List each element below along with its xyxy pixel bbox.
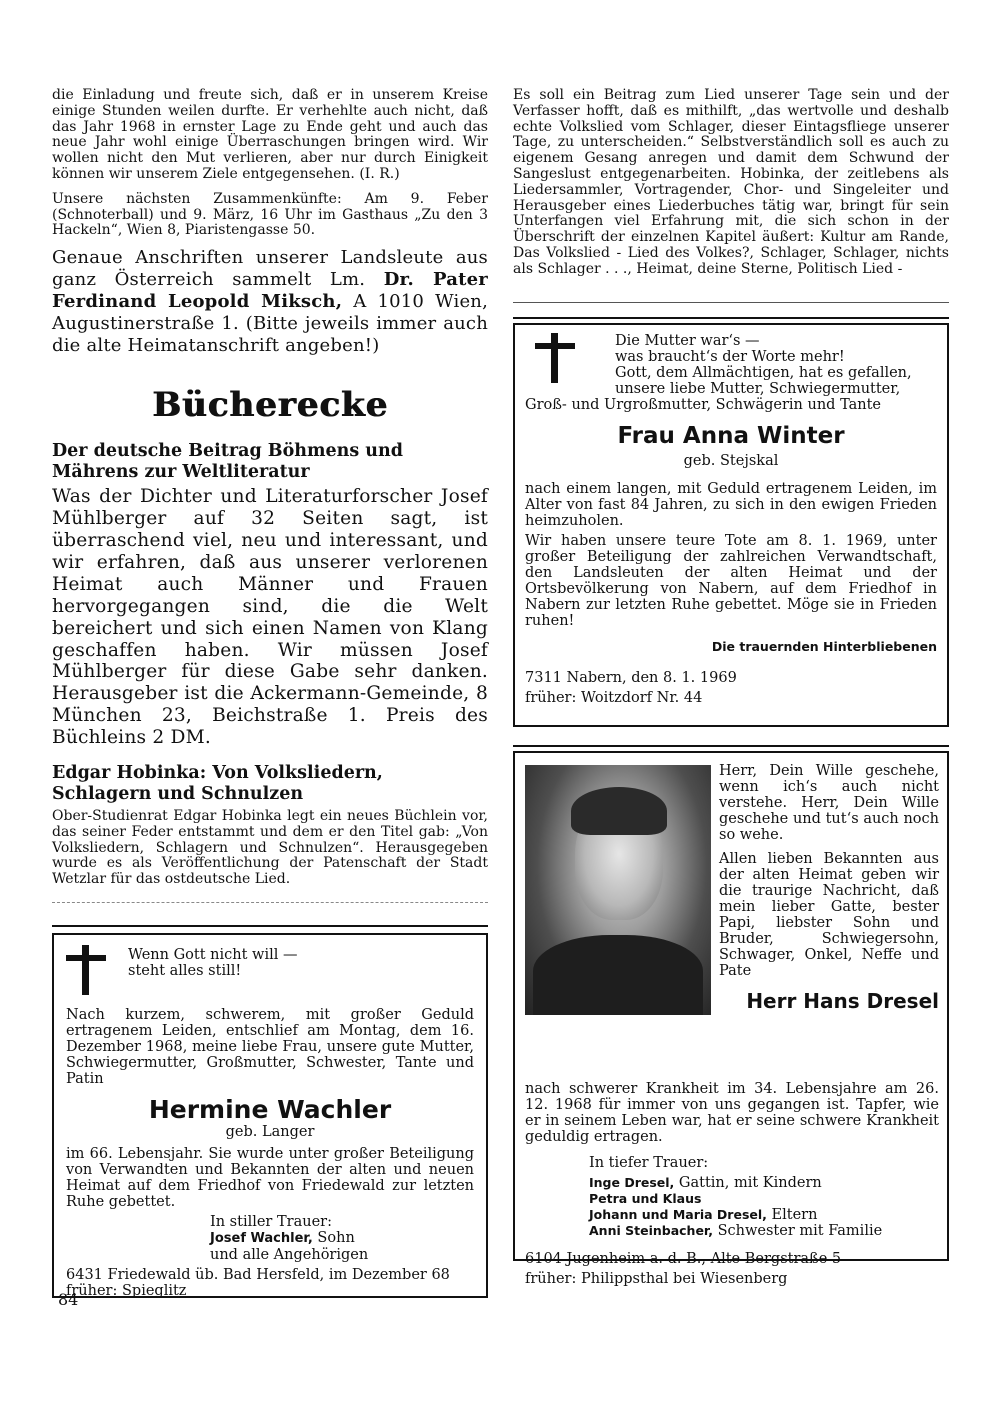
obituary-text-2: im 66. Lebensjahr. Sie wurde unter großer Beteiligung von Verwandten und Bekannten der alten und neuen Heimat auf dem Friedhof von Friedewald zur letzten Ruhe gebettet.: [66, 1146, 474, 1211]
deceased-name: Frau Anna Winter: [617, 422, 845, 449]
left-column: [52, 88, 488, 1298]
intro-paragraph: die Einladung und freute sich, daß er in unserem Kreise einige Stunden weilen durfte. Er verhehlte auch nicht, daß das Jahr 1968 in ernster Lage zu Ende geht und auch das neue Jahr wohl einige Überraschungen bringen wird. Wir wollen nicht den Mut verlieren, aber nur durch Einigkeit können wir unserem Ziele entgegensehen. (I. R.): [52, 87, 488, 182]
divider: [52, 925, 488, 927]
obituary-text: Allen lieben Bekannten aus der alten Heimat geben wir die traurige Nachricht, daß mein lieber Gatte, bester Papi, liebster Sohn und Bruder, Schwiegersohn, Schwager, Onkel, Neffe und Pate: [719, 850, 939, 979]
book1-body: Was der Dichter und Literaturforscher Josef Mühlberger auf 32 Seiten sagt, ist überraschend viel, neu und interessant, und wir erfahren, daß aus unserer verlorenen Heimat auch Männer und Frauen hervorgegangen sind, die die Welt bereichert und sich einen Namen von Klang geschaffen haben. Wir müssen Josef Mühlberger für diese Gabe sehr danken. Herausgeber ist die Ackermann-Gemeinde, 8 München 23, Beichstraße 1. Preis des Büchleins 2 DM.: [52, 486, 488, 749]
mourner: Inge Dresel, Gattin, mit Kindern: [589, 1174, 822, 1191]
obituary-dresel: [513, 751, 949, 1287]
obituary-verse: Die Mutter war‘s — was braucht‘s der Worte mehr! Gott, dem Allmächtigen, hat es gefallen, unsere liebe Mutter, Schwiegermutter,: [615, 332, 912, 397]
other-mourners: und alle Angehörigen: [210, 1247, 369, 1264]
portrait-photo: [525, 765, 711, 1015]
mourning-label: In stiller Trauer:: [210, 1214, 332, 1231]
cross-icon: [535, 333, 575, 383]
obituary-place: 7311 Nabern, den 8. 1. 1969: [525, 669, 737, 686]
deceased-name: Herr Hans Dresel: [746, 988, 939, 1013]
divider: [513, 745, 949, 747]
mourner: Petra und Klaus: [589, 1190, 702, 1206]
obituary-verse: Herr, Dein Wille geschehe, wenn ich‘s auch nicht verstehe. Herr, Dein Wille geschehe und tut‘s auch noch so wehe.: [719, 762, 939, 843]
mourner: Josef Wachler, Sohn: [210, 1230, 355, 1247]
cross-icon: [66, 945, 106, 995]
birth-name: geb. Stejskal: [683, 452, 779, 469]
obituary-former: früher: Philippsthal bei Wiesenberg: [525, 1270, 788, 1287]
obituary-text: Nach kurzem, schwerem, mit großer Geduld ertragenem Leiden, entschlief am Montag, dem 16. Dezember 1968, meine liebe Frau, unsere gute Mutter, Schwiegermutter, Großmutter, Schwester, Tante und Patin: [66, 1007, 474, 1088]
obituary-verse-end: Groß- und Urgroßmutter, Schwägerin und Tante: [525, 396, 882, 413]
intro-paragraph-right: Es soll ein Beitrag zum Lied unserer Tage sein und der Verfasser hofft, daß es mithilft, „das wertvolle und deshalb echte Volkslied vom Schlager, dieser Eintagsfliege unserer Tage, zu unterscheiden.“ Selbstverständlich soll es auch zu eigenem Gesang anregen und damit dem Schwund der Sangeslust entgegenarbeiten. Hobinka, der zeitlebens als Liedersammler, Vortragender, Chor- und Singeleiter und Herausgeber eines Liederbuches tätig war, bringt für sein Unterfangen viel Erfahrung mit, die sich schon in der Überschrift der einzelnen Kapitel äußert: Kultur am Rande, Das Volkslied - Lied des Volkes?, Schlager, Schlager, nichts als Schlager . . ., Heimat, deine Sterne, Politisch Lied -: [513, 87, 949, 277]
mourner: Anni Steinbacher, Schwester mit Familie: [589, 1222, 883, 1239]
mourners: Die trauernden Hinterbliebenen: [711, 638, 937, 654]
divider: [513, 317, 949, 319]
obituary-winter: [513, 323, 949, 727]
right-column: [513, 87, 949, 1287]
mourner: Johann und Maria Dresel, Eltern: [589, 1206, 818, 1223]
obituary-verse: Wenn Gott nicht will — steht alles still!: [128, 947, 298, 980]
book2-title: Edgar Hobinka: Von Volksliedern, Schlagern und Schnulzen: [52, 763, 383, 805]
obituary-former: früher: Woitzdorf Nr. 44: [525, 689, 703, 706]
obituary-text: nach einem langen, mit Geduld ertragenem Leiden, im Alter von fast 84 Jahren, zu sich in den ewigen Frieden heimzuholen.: [525, 480, 937, 529]
divider: [513, 302, 949, 303]
deceased-name: Hermine Wachler: [148, 1095, 392, 1125]
mourning-label: In tiefer Trauer:: [589, 1154, 709, 1171]
page-number: 84: [58, 1290, 79, 1309]
book1-title: Der deutsche Beitrag Böhmens und Mährens zur Weltliteratur: [52, 441, 403, 483]
obituary-text-2: Wir haben unsere teure Tote am 8. 1. 1969, unter großer Beteiligung der zahlreichen Verwandtschaft, den Landsleuten der alten Heimat und der Ortsbevölkerung von Nabern, auf dem Friedhof in Nabern zur letzten Ruhe gebettet. Möge sie in Frieden ruhen!: [525, 532, 937, 629]
section-heading: Bücherecke: [152, 385, 388, 426]
divider: [52, 902, 488, 903]
birth-name: geb. Langer: [225, 1124, 315, 1141]
meetings-paragraph: Unsere nächsten Zusammenkünfte: Am 9. Feber (Schnoterball) und 9. März, 16 Uhr im Gasthaus „Zu den 3 Hackeln“, Wien 8, Piaristengasse 50.: [52, 190, 488, 239]
obituary-place: 6431 Friedewald üb. Bad Hersfeld, im Dezember 68: [66, 1267, 450, 1284]
addresses-paragraph: Genaue Anschriften unserer Landsleute aus ganz Österreich sammelt Lm. Dr. Pater Ferdinand Leopold Miksch, A 1010 Wien, Augustinerstraße 1. (Bitte jeweils immer auch die alte Heimatanschrift angeben!): [52, 247, 489, 357]
obituary-place: 6104 Jugenheim a. d. B., Alte Bergstraße 5: [525, 1250, 842, 1267]
obituary-wachler: [52, 933, 488, 1298]
book2-body: Ober-Studienrat Edgar Hobinka legt ein neues Büchlein vor, das seiner Feder entstammt und dem er den Titel gab: „Von Volksliedern, Schlagern und Schnulzen“. Herausgegeben wurde es als Veröffentlichung der Patenschaft der Stadt Wetzlar für das ostdeutsche Lied.: [52, 808, 488, 888]
obituary-text-2: nach schwerer Krankheit im 34. Lebensjahre am 26. 12. 1968 für immer von uns gegangen ist. Tapfer, wie er in seinem Leben war, hat er seine schwere Krankheit geduldig ertragen.: [525, 1080, 939, 1145]
obituary-former: früher: Spieglitz: [66, 1283, 187, 1300]
